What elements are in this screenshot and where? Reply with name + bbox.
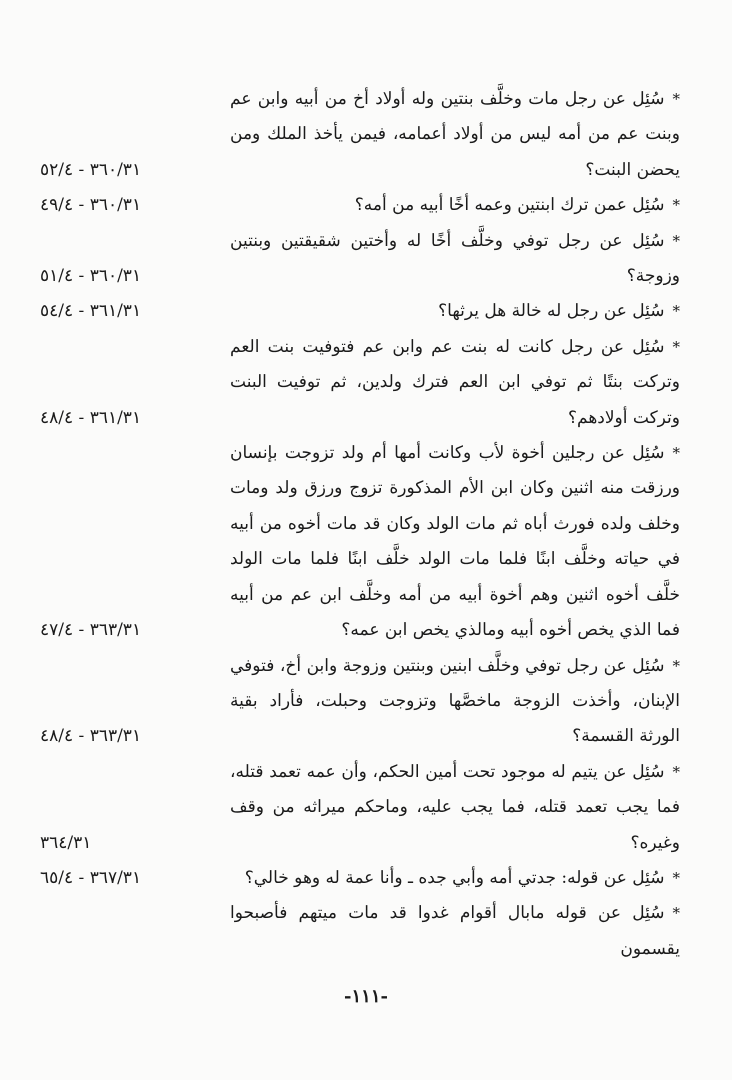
- entry-question: سُئِل عن رجل مات وخلَّف بنتين وله أولاد أخ من أبيه وابن عم وبنت عم من أمه ليس من أولاد أعمامه، فيمن يأخذ الملك ومن يحضن البنت؟: [230, 89, 680, 180]
- entry-question: سُئِل عن رجل له خالة هل يرثها؟: [438, 301, 665, 322]
- entry-question: سُئِل عن رجلين أخوة لأب وكانت أمها أم ولد تزوجت بإنسان ورزقت منه اثنين وكان ابن الأم المذكورة تزوج ورزق ولد ومات وخلف ولده فورث أباه ثم مات الولد وكان قد مات أخوه من أبيه في حياته وخلَّف ابنًا فلما مات الولد خلَّف ابنًا فلما مات الولد خلَّف أخوه اثنين وهم أخوة أبيه من أمه وخلَّف ابن عم من أبيه فما الذي يخص أخوه أبيه ومالذي يخص ابن عمه؟: [230, 443, 680, 641]
- entry-reference: ٣٦١/٣١ - ٤٨/٤: [40, 407, 142, 428]
- entry-reference: ٣٦٧/٣١ - ٦٥/٤: [40, 867, 142, 888]
- page-number: -١١١-: [344, 986, 388, 1007]
- entry-question: سُئِل عن قوله مابال أقوام غدوا قد مات ميتهم فأصبحوا يقسمون: [230, 903, 680, 959]
- list-item: [40, 755, 680, 861]
- bullet-icon: *: [672, 656, 680, 675]
- entry-question: سُئِل عن رجل توفي وخلَّف أخًا له وأختين شقيقتين وبنتين وزوجة؟: [230, 230, 680, 287]
- bullet-icon: *: [672, 904, 680, 923]
- bullet-icon: *: [672, 196, 680, 215]
- entry-reference: ٣٦١/٣١ - ٥٤/٤: [40, 301, 142, 322]
- entry-reference: ٣٦٤/٣١: [40, 832, 92, 853]
- bullet-icon: *: [672, 231, 680, 250]
- entry-question: سُئِل عمن ترك ابنتين وعمه أخًا أبيه من أمه؟: [354, 195, 665, 216]
- list-item: [40, 896, 680, 967]
- list-item: [40, 649, 680, 755]
- list-item: [40, 861, 680, 896]
- bullet-icon: *: [672, 444, 680, 463]
- entry-reference: ٣٦٠/٣١ - ٥١/٤: [40, 266, 142, 287]
- entry-list: [40, 82, 680, 967]
- entry-question: سُئِل عن يتيم له موجود تحت أمين الحكم، وأن عمه تعمد قتله، فما يجب تعمد قتله، فما يجب عليه، وماحكم ميراثه من وقف وغيره؟: [230, 761, 680, 853]
- list-item: [40, 82, 680, 188]
- entry-reference: ٣٦٣/٣١ - ٤٨/٤: [40, 726, 142, 747]
- list-item: [40, 436, 680, 648]
- entry-question: سُئِل عن قوله: جدتي أمه وأبي جده ـ وأنا عمة له وهو خالي؟: [244, 867, 665, 888]
- list-item: [40, 294, 680, 329]
- entry-reference: ٣٦٣/٣١ - ٤٧/٤: [40, 620, 142, 641]
- list-item: [40, 330, 680, 436]
- entry-reference: ٣٦٠/٣١ - ٥٢/٤: [40, 159, 142, 180]
- entry-reference: ٣٦٠/٣١ - ٤٩/٤: [40, 195, 142, 216]
- list-item: [40, 188, 680, 223]
- list-item: [40, 224, 680, 295]
- bullet-icon: *: [672, 302, 680, 321]
- entry-question: سُئِل عن رجل توفي وخلَّف ابنين وبنتين وزوجة وابن أخ، فتوفي الإبنان، وأخذت الزوجة ماخصَّها وتزوجت وحبلت، فأراد بقية الورثة القسمة؟: [230, 655, 680, 747]
- bullet-icon: *: [672, 90, 680, 108]
- bullet-icon: *: [672, 762, 680, 781]
- bullet-icon: *: [672, 337, 680, 356]
- bullet-icon: *: [672, 868, 680, 887]
- entry-question: سُئِل عن رجل كانت له بنت عم وابن عم فتوفيت بنت العم وتركت بنتًا ثم توفي ابن العم فترك ولدين، ثم توفيت البنت وتركت أولادهم؟: [230, 336, 680, 428]
